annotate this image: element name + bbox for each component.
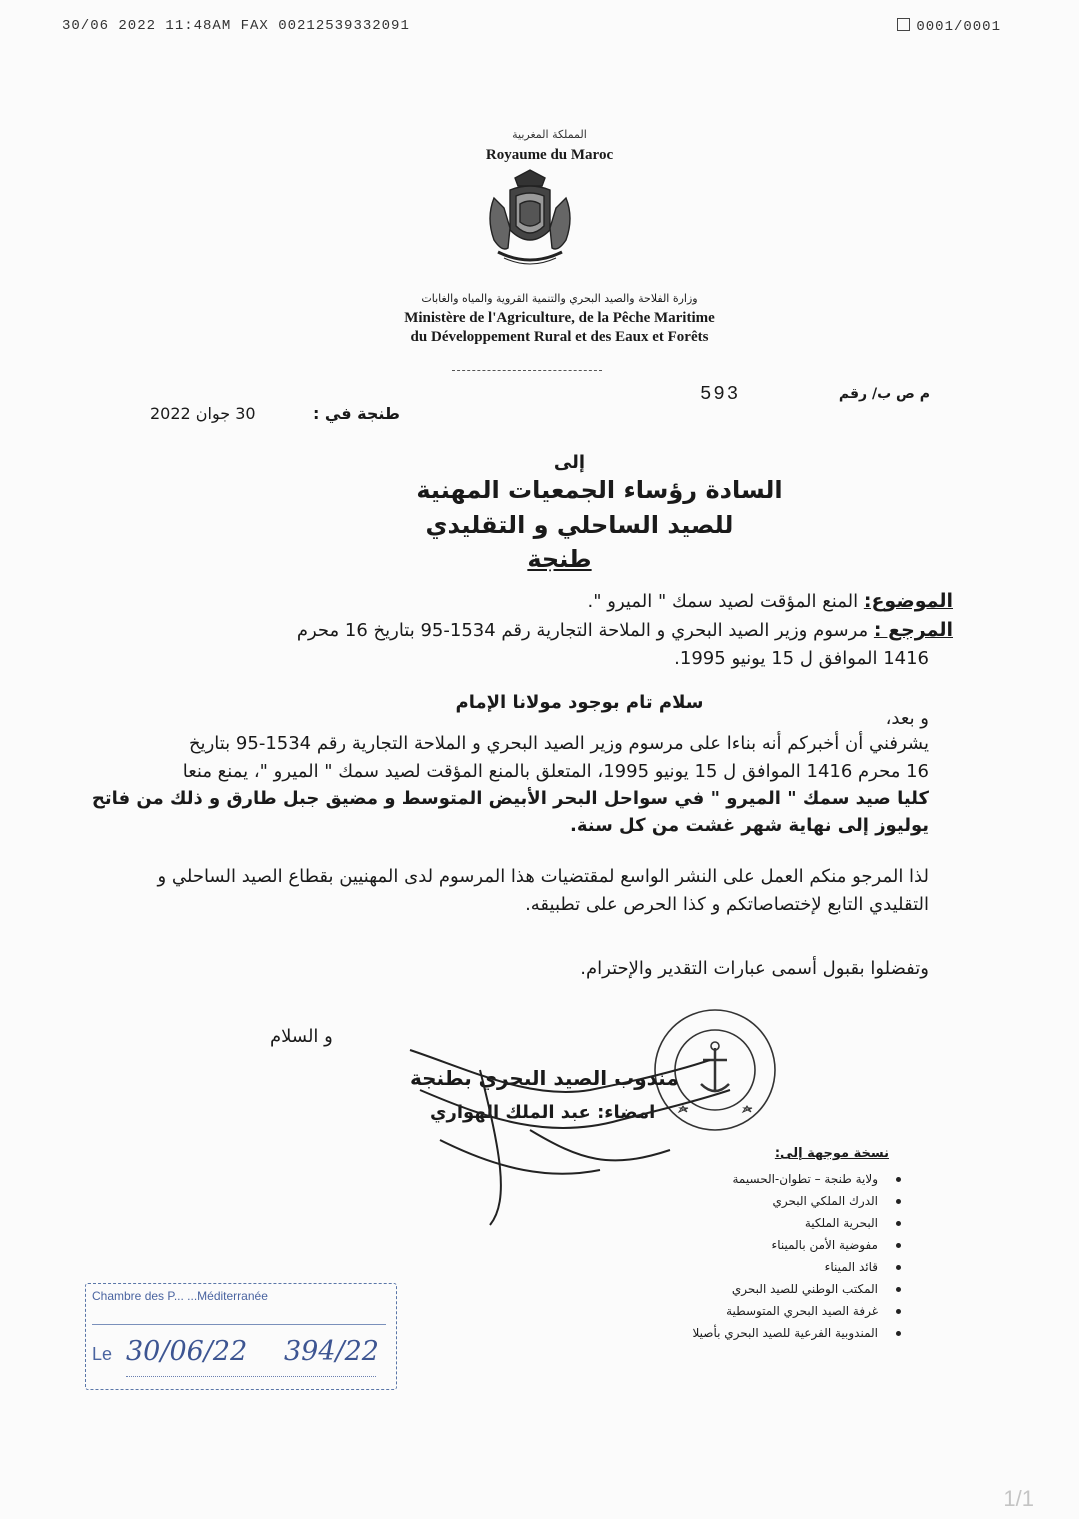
reference-number-line xyxy=(700,383,930,405)
bullet-icon xyxy=(896,1199,901,1204)
bullet-icon xyxy=(896,1309,901,1314)
date-label: طنجة في : xyxy=(312,404,400,423)
receipt-stamp-divider xyxy=(92,1324,386,1325)
list-item: البحرية الملكية xyxy=(693,1212,901,1234)
subject-line xyxy=(588,590,953,612)
addressee-line3: طنجة xyxy=(527,545,592,573)
addressee-line2: للصيد الساحلي و التقليدي xyxy=(425,511,734,539)
list-item: الدرك الملكي البحري xyxy=(693,1190,901,1212)
list-item: المكتب الوطني للصيد البحري xyxy=(693,1278,901,1300)
receipt-stamp xyxy=(85,1283,397,1390)
letterhead-divider xyxy=(452,370,602,371)
kingdom-fr: Royaume du Maroc xyxy=(485,147,614,163)
fax-page-count xyxy=(897,18,1001,35)
paragraph1-line1: يشرفني أن أخبركم أنه بناءا على مرسوم وزير الصيد البحري و الملاحة التجارية رقم 1534-95 بتاريخ xyxy=(188,733,929,754)
list-item: غرفة الصيد البحري المتوسطية xyxy=(693,1300,901,1322)
distribution-list xyxy=(693,1168,901,1344)
fax-header: 30/06 2022 11:48AM FAX 00212539332091 xyxy=(62,18,410,34)
list-item: ولاية طنجة – تطوان-الحسيمة xyxy=(693,1168,901,1190)
ministry-fr-line2: du Développement Rural et des Eaux et Forêts xyxy=(410,329,709,345)
reference-label: م ص ب/ رقم xyxy=(838,386,930,402)
subject-text: المنع المؤقت لصيد سمك " الميرو ". xyxy=(587,591,864,612)
ministry-fr-line1: Ministère de l'Agriculture, de la Pêche Maritime xyxy=(404,310,715,326)
page-indicator: 1/1 xyxy=(1003,1486,1034,1511)
bullet-icon xyxy=(896,1243,901,1248)
date-line xyxy=(150,404,400,423)
receipt-stamp-le: Le xyxy=(92,1344,113,1364)
reference-number: 593 xyxy=(700,383,741,405)
reference-text: مرسوم وزير الصيد البحري و الملاحة التجارية رقم 1534-95 بتاريخ 16 محرم xyxy=(296,620,874,641)
coat-of-arms-icon xyxy=(480,168,580,272)
closing-formula: وتفضلوا بقبول أسمى عبارات التقدير والإحترام. xyxy=(580,958,929,979)
paragraph2-line2: التقليدي التابع لإختصاصاتكم و كذا الحرص على تطبيقه. xyxy=(525,894,929,915)
reference-label-text: المرجع : xyxy=(873,619,953,641)
subject-label: الموضوع: xyxy=(863,590,953,612)
bullet-icon xyxy=(896,1177,901,1182)
receipt-stamp-date: 30/06/22 xyxy=(126,1336,248,1367)
bullet-icon xyxy=(896,1265,901,1270)
addressee-to: إلى xyxy=(553,452,586,473)
receipt-stamp-dotted-line xyxy=(126,1376,376,1377)
salutation: و بعد، xyxy=(885,708,929,729)
distribution-title: نسخة موجهة إلى: xyxy=(774,1146,889,1161)
paragraph1-line3: كليا صيد سمك " الميرو " في سواحل البحر الأبيض المتوسط و مضيق جبل طارق و ذلك من فاتح xyxy=(91,788,929,809)
list-item: قائد الميناء xyxy=(693,1256,901,1278)
paragraph2-line1: لذا المرجو منكم العمل على النشر الواسع لمقتضيات هذا المرسوم لدى المهنيين بقطاع الصيد الساحلي و xyxy=(157,866,929,887)
fax-page-icon xyxy=(897,18,910,31)
bullet-icon xyxy=(896,1287,901,1292)
bullet-icon xyxy=(896,1331,901,1336)
receipt-stamp-title: Chambre des P... ...Méditerranée xyxy=(92,1289,268,1303)
receipt-stamp-number: 394/22 xyxy=(284,1336,379,1367)
signatory-title: مندوب الصيد البحري بطنجة xyxy=(410,1066,679,1090)
ministry-ar: وزارة الفلاحة والصيد البحري والتنمية القروية والمياه والغابات xyxy=(421,292,698,305)
greeting: سلام تام بوجود مولانا الإمام xyxy=(455,692,704,713)
paragraph1-line4: يوليوز إلى نهاية شهر غشت من كل سنة. xyxy=(569,815,929,836)
kingdom-ar: المملكة المغربية xyxy=(512,128,587,141)
signatory-name: امضاء: عبد الملك الهواري xyxy=(430,1102,656,1123)
date-value: 30 جوان 2022 xyxy=(150,404,256,423)
reference-continuation: 1416 الموافق ل 15 يونيو 1995. xyxy=(674,648,929,669)
paragraph1-line2: 16 محرم 1416 الموافق ل 15 يونيو 1995، المتعلق بالمنع المؤقت لصيد سمك " الميرو "، يمنع منعا xyxy=(182,761,929,782)
addressee-line1: السادة رؤساء الجمعيات المهنية xyxy=(416,476,783,504)
fax-page-number: 0001/0001 xyxy=(916,19,1001,35)
reference-line xyxy=(297,619,953,641)
bullet-icon xyxy=(896,1221,901,1226)
list-item: المندوبية الفرعية للصيد البحري بأصيلا xyxy=(693,1322,901,1344)
list-item: مفوضية الأمن بالميناء xyxy=(693,1234,901,1256)
salam: و السلام xyxy=(270,1026,333,1047)
